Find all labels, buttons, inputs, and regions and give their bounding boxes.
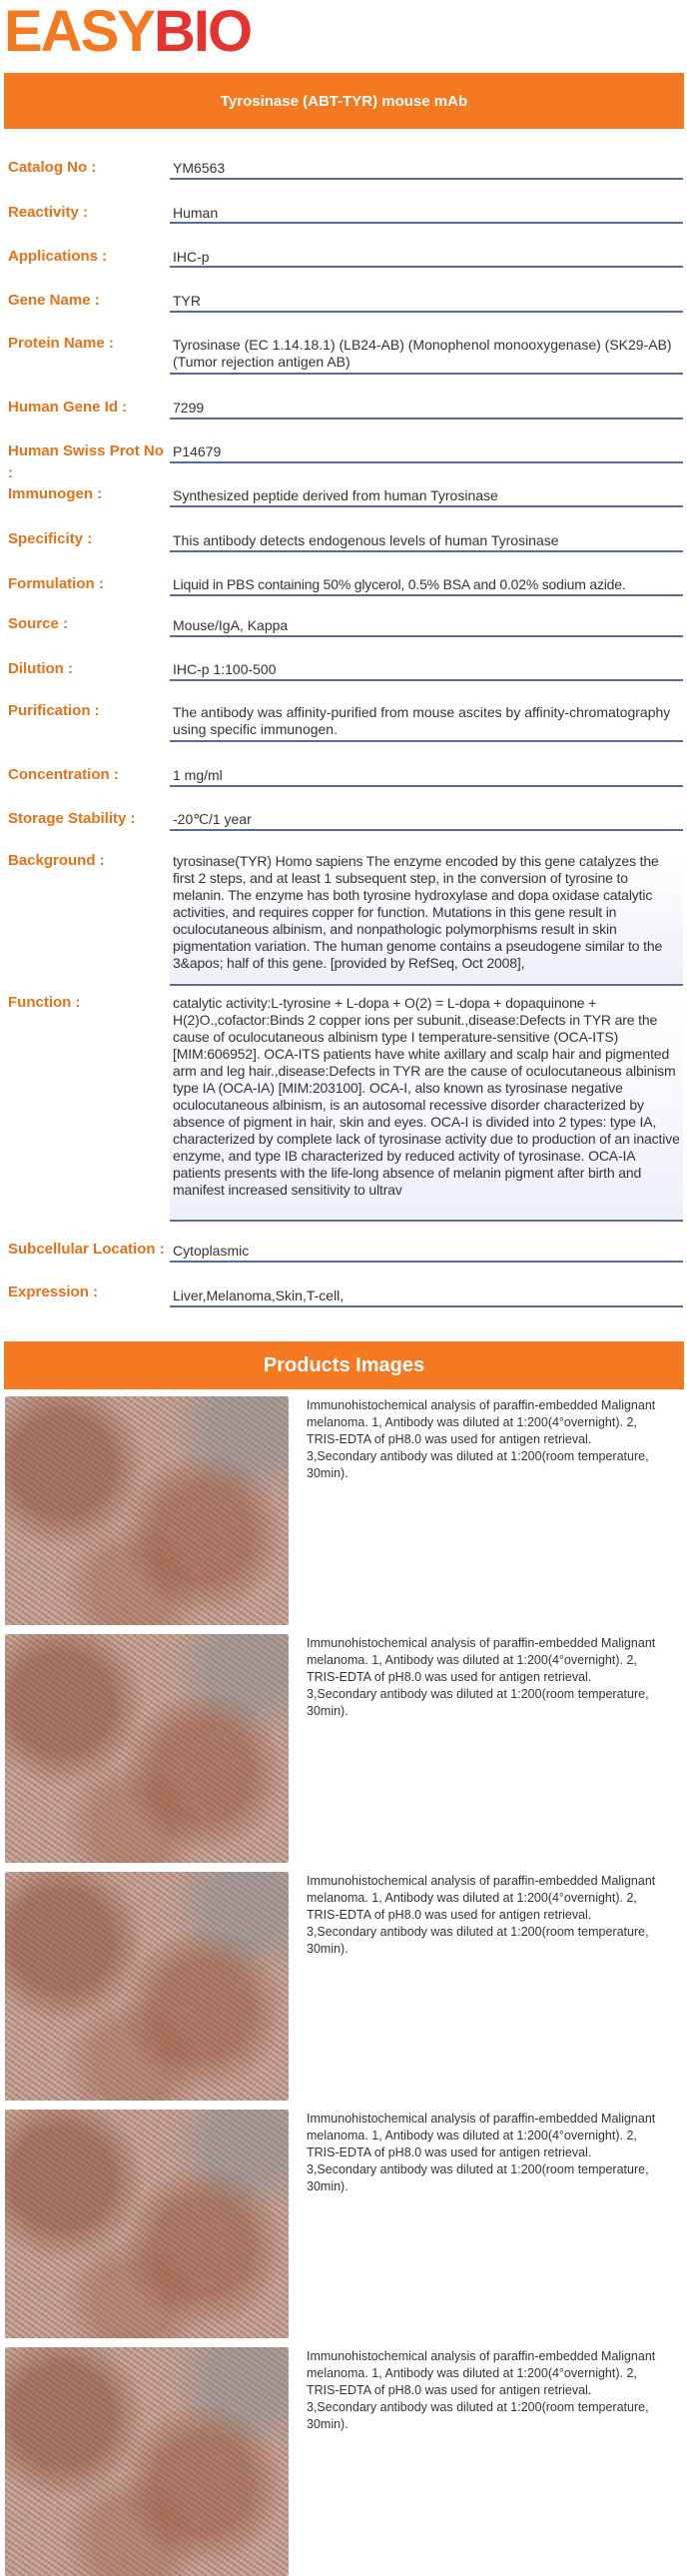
catalog-value: YM6563 <box>173 160 226 176</box>
source-underline <box>170 635 683 637</box>
concentration-underline <box>170 785 683 787</box>
storage-value: -20℃/1 year <box>173 811 252 827</box>
concentration-label: Concentration : <box>8 766 119 783</box>
expression-value: Liver,Melanoma,Skin,T-cell, <box>173 1288 344 1303</box>
formulation-label: Formulation : <box>8 575 104 592</box>
subcellular-value: Cytoplasmic <box>173 1243 250 1259</box>
ihc-caption-5: Immunohistochemical analysis of paraffin-embedded Malignant melanoma. 1, Antibody was diluted at 1:200(4°overnight). 2, TRIS-EDTA of pH8.0 was used for antigen retrieval. 3,Secondary antibody was diluted at 1:200(room temperature, 30min). <box>307 2349 656 2431</box>
catalog-underline <box>170 178 683 180</box>
formulation-underline <box>170 594 683 596</box>
ihc-caption-1: Immunohistochemical analysis of paraffin-embedded Malignant melanoma. 1, Antibody was diluted at 1:200(4°overnight). 2, TRIS-EDTA of pH8.0 was used for antigen retrieval. 3,Secondary antibody was diluted at 1:200(room temperature, 30min). <box>307 1398 656 1480</box>
purification-underline <box>170 740 683 742</box>
ihc-image-1 <box>5 1396 289 1625</box>
applications-underline <box>170 266 683 268</box>
gene-name-value: TYR <box>173 293 201 309</box>
reactivity-label: Reactivity : <box>8 204 89 221</box>
easybio-logo <box>4 2 251 62</box>
source-value: Mouse/IgA, Kappa <box>173 617 289 633</box>
ihc-caption-3: Immunohistochemical analysis of paraffin-embedded Malignant melanoma. 1, Antibody was diluted at 1:200(4°overnight). 2, TRIS-EDTA of pH8.0 was used for antigen retrieval. 3,Secondary antibody was diluted at 1:200(room temperature, 30min). <box>307 1874 656 1956</box>
gene-name-label: Gene Name : <box>8 292 100 309</box>
swiss-prot-underline <box>170 461 683 463</box>
immunogen-underline <box>170 505 683 507</box>
reactivity-underline <box>170 222 683 224</box>
background-label: Background : <box>8 852 105 869</box>
product-title: Tyrosinase (ABT-TYR) mouse mAb <box>220 92 468 110</box>
function-value: catalytic activity:L-tyrosine + L-dopa + O(2) = L-dopa + dopaquinone + H(2)O.,cofactor:Binds 2 copper ions per subunit.,disease:Defects in TYR are the cause of oculocutaneous albinism type I temperature-sensitive (OCA-ITS) [MIM:606952]. OCA-ITS patients have white axillary and scalp hair and pigmented arm and leg hair.,disease:Defects in TYR are the cause of oculocutaneous albinism type IA (OCA-IA) [MIM:203100]. OCA-I, also known as tyrosinase negative oculocutaneous albinism, is an autosomal recessive disorder characterized by absence of pigment in hair, skin and eyes. OCA-I is divided into 2 types: type IA, characterized by complete lack of tyrosinase activity due to production of an inactive enzyme, and type IB characterized by reduced activity of tyrosinase. OCA-IA patients presents with the life-long absence of melanin pigment after birth and manifest increased sensitivity to ultrav <box>170 995 683 1219</box>
protein-name-label: Protein Name : <box>8 335 114 352</box>
gene-name-underline <box>170 311 683 313</box>
subcellular-label: Subcellular Location : <box>8 1241 165 1258</box>
gene-id-value: 7299 <box>173 400 205 416</box>
product-title-bar <box>4 73 684 129</box>
purification-label: Purification : <box>8 702 100 719</box>
ihc-image-5 <box>5 2347 289 2576</box>
reactivity-value: Human <box>173 205 219 221</box>
logo-text-easy: EASY <box>4 0 154 64</box>
protein-name-underline <box>170 373 683 375</box>
expression-underline <box>170 1305 683 1307</box>
subcellular-underline <box>170 1261 683 1263</box>
ihc-caption-4: Immunohistochemical analysis of paraffin-embedded Malignant melanoma. 1, Antibody was diluted at 1:200(4°overnight). 2, TRIS-EDTA of pH8.0 was used for antigen retrieval. 3,Secondary antibody was diluted at 1:200(room temperature, 30min). <box>307 2112 656 2193</box>
logo-text-bio: BIO <box>153 0 252 64</box>
dilution-value: IHC-p 1:100-500 <box>173 661 277 677</box>
products-images-bar <box>4 1341 684 1389</box>
formulation-value: Liquid in PBS containing 50% glycerol, 0.5% BSA and 0.02% sodium azide. <box>173 576 626 592</box>
catalog-label: Catalog No : <box>8 159 97 176</box>
swiss-prot-label: Human Swiss Prot No : <box>8 442 164 481</box>
purification-value: The antibody was affinity-purified from mouse ascites by affinity-chromatography using specific immunogen. <box>173 704 671 737</box>
specificity-value: This antibody detects endogenous levels of human Tyrosinase <box>173 532 559 548</box>
function-underline <box>170 1220 683 1222</box>
protein-name-value: Tyrosinase (EC 1.14.18.1) (LB24-AB) (Monophenol monooxygenase) (SK29-AB) (Tumor rejection antigen AB) <box>173 337 672 370</box>
dilution-underline <box>170 679 683 681</box>
immunogen-value: Synthesized peptide derived from human Tyrosinase <box>173 487 498 503</box>
swiss-prot-value: P14679 <box>173 443 222 459</box>
dilution-label: Dilution : <box>8 660 73 677</box>
background-value: tyrosinase(TYR) Homo sapiens The enzyme encoded by this gene catalyzes the first 2 steps, and at least 1 subsequent step, in the conversion of tyrosine to melanin. The enzyme has both tyrosine hydroxylase and dopa oxidase catalytic activities, and requires copper for function. Mutations in this gene result in oculocutaneous albinism, and nonpathologic polymorphisms result in skin pigmentation variation. The human genome contains a pseudogene similar to the 3&apos; half of this gene. [provided by RefSeq, Oct 2008], <box>170 853 683 983</box>
gene-id-underline <box>170 418 683 420</box>
expression-label: Expression : <box>8 1284 99 1300</box>
immunogen-label: Immunogen : <box>8 485 103 502</box>
specificity-underline <box>170 550 683 552</box>
ihc-caption-2: Immunohistochemical analysis of paraffin-embedded Malignant melanoma. 1, Antibody was diluted at 1:200(4°overnight). 2, TRIS-EDTA of pH8.0 was used for antigen retrieval. 3,Secondary antibody was diluted at 1:200(room temperature, 30min). <box>307 1636 656 1718</box>
ihc-image-2 <box>5 1634 289 1863</box>
products-images-title: Products Images <box>263 1353 425 1376</box>
ihc-image-4 <box>5 2110 289 2338</box>
applications-label: Applications : <box>8 248 108 265</box>
gene-id-label: Human Gene Id : <box>8 399 128 416</box>
storage-label: Storage Stability : <box>8 810 136 827</box>
concentration-value: 1 mg/ml <box>173 767 223 783</box>
background-underline <box>170 984 683 986</box>
applications-value: IHC-p <box>173 249 210 265</box>
source-label: Source : <box>8 615 69 632</box>
function-label: Function : <box>8 994 81 1011</box>
storage-underline <box>170 829 683 831</box>
specificity-label: Specificity : <box>8 530 93 547</box>
ihc-image-3 <box>5 1872 289 2101</box>
